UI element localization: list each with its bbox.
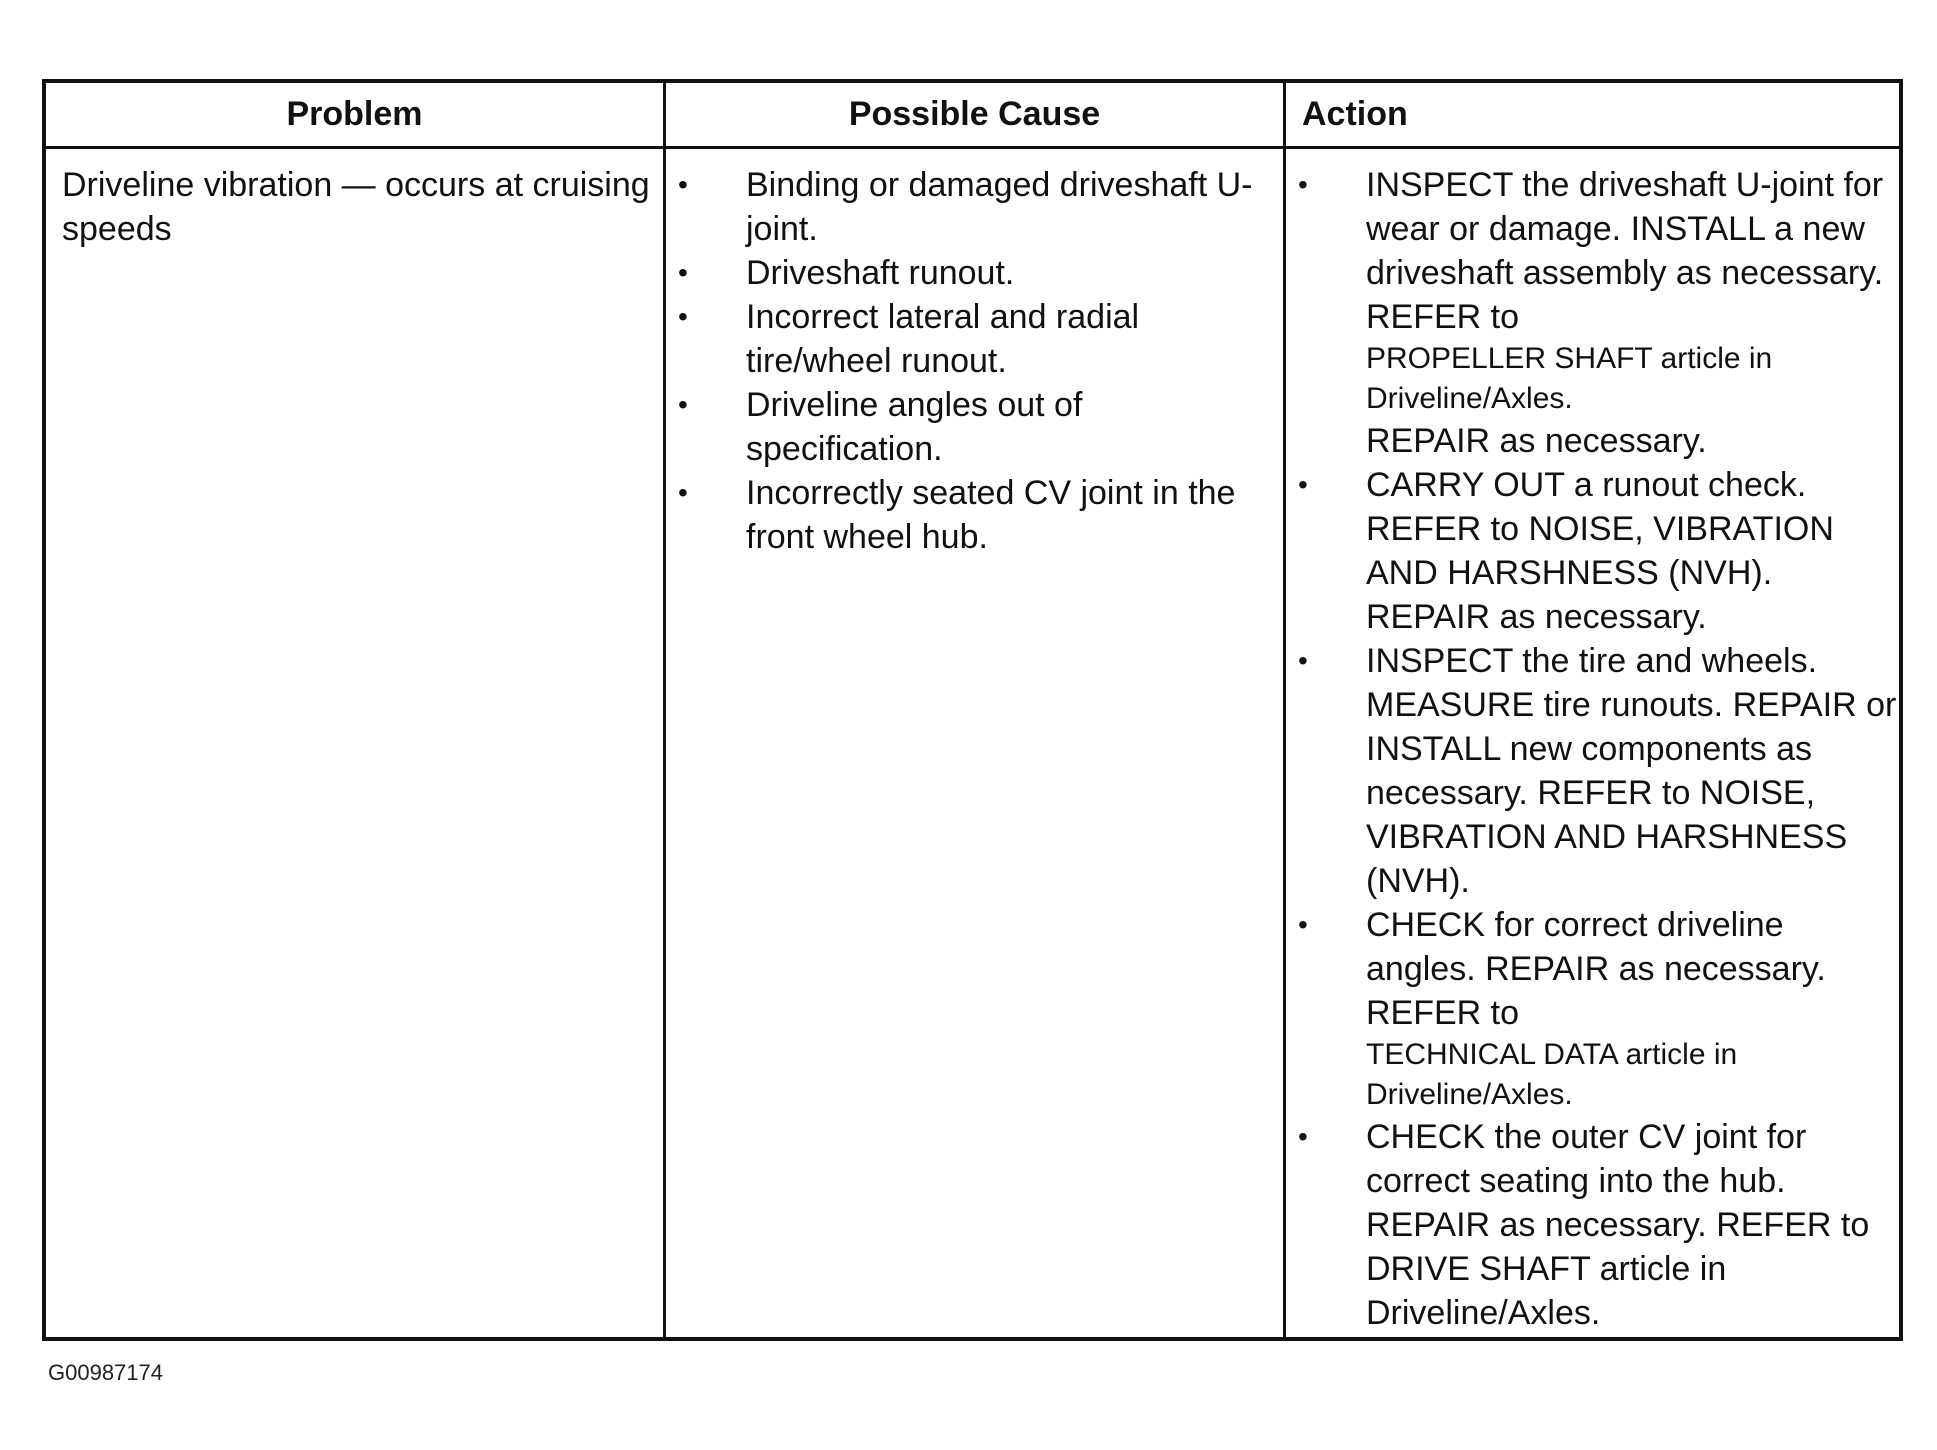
cause-item xyxy=(666,383,1283,471)
bullet-icon: • xyxy=(1298,469,1308,500)
action-reference: TECHNICAL DATA article in Driveline/Axles. xyxy=(1366,1038,1738,1111)
action-reference: PROPELLER SHAFT article in Driveline/Axles. xyxy=(1366,342,1773,415)
action-tail: REPAIR as necessary. xyxy=(1366,598,1707,636)
cause-list xyxy=(666,163,1283,559)
action-item xyxy=(1286,1115,1899,1335)
header-problem: Problem xyxy=(46,83,663,149)
action-item xyxy=(1286,903,1899,1115)
cause-item xyxy=(666,251,1283,295)
bullet-icon: • xyxy=(1298,909,1308,940)
bullet-icon: • xyxy=(1298,645,1308,676)
action-item xyxy=(1286,639,1899,903)
action-body xyxy=(1366,163,1899,463)
action-body xyxy=(1366,639,1899,903)
cause-text: Binding or damaged driveshaft U-joint. xyxy=(746,166,1253,248)
cause-text: Incorrectly seated CV joint in the front wheel hub. xyxy=(746,474,1236,556)
action-text: INSPECT the tire and wheels. MEASURE tire runouts. REPAIR or INSTALL new components as necessary. REFER to NOISE, VIBRATION AND HARSHNESS (NVH). xyxy=(1366,642,1897,900)
action-body xyxy=(1366,463,1899,639)
action-text: INSPECT the driveshaft U-joint for wear or damage. INSTALL a new driveshaft assembly as necessary. REFER to xyxy=(1366,166,1884,336)
cause-text: Driveline angles out of specification. xyxy=(746,386,1083,468)
problem-text: Driveline vibration — occurs at cruising speeds xyxy=(62,166,650,248)
cause-text: Incorrect lateral and radial tire/wheel runout. xyxy=(746,298,1140,380)
diagnosis-table xyxy=(42,79,1903,1341)
bullet-icon: • xyxy=(678,389,688,420)
action-item xyxy=(1286,463,1899,639)
bullet-icon: • xyxy=(678,477,688,508)
cause-item xyxy=(666,163,1283,251)
action-body xyxy=(1366,1115,1899,1335)
possible-cause-cell xyxy=(663,149,1283,1337)
bullet-icon: • xyxy=(1298,169,1308,200)
action-text: CHECK for correct driveline angles. REPAIR as necessary. REFER to xyxy=(1366,906,1826,1032)
action-text: CARRY OUT a runout check. REFER to NOISE, VIBRATION AND HARSHNESS (NVH). xyxy=(1366,466,1834,592)
bullet-icon: • xyxy=(678,257,688,288)
figure-id: G00987174 xyxy=(48,1360,163,1385)
action-tail: REPAIR as necessary. xyxy=(1366,422,1707,460)
bullet-icon: • xyxy=(678,301,688,332)
cause-item xyxy=(666,295,1283,383)
action-cell xyxy=(1283,149,1899,1337)
action-body xyxy=(1366,903,1899,1115)
problem-cell xyxy=(46,149,663,1337)
action-list xyxy=(1286,163,1899,1335)
bullet-icon: • xyxy=(678,169,688,200)
cause-item xyxy=(666,471,1283,559)
header-action: Action xyxy=(1283,83,1899,149)
cause-text: Driveshaft runout. xyxy=(746,254,1015,292)
bullet-icon: • xyxy=(1298,1121,1308,1152)
header-possible-cause: Possible Cause xyxy=(663,83,1283,149)
action-item xyxy=(1286,163,1899,463)
action-text: CHECK the outer CV joint for correct seating into the hub. REPAIR as necessary. REFER to DRIVE SHAFT article in Driveline/Axles. xyxy=(1366,1118,1870,1332)
